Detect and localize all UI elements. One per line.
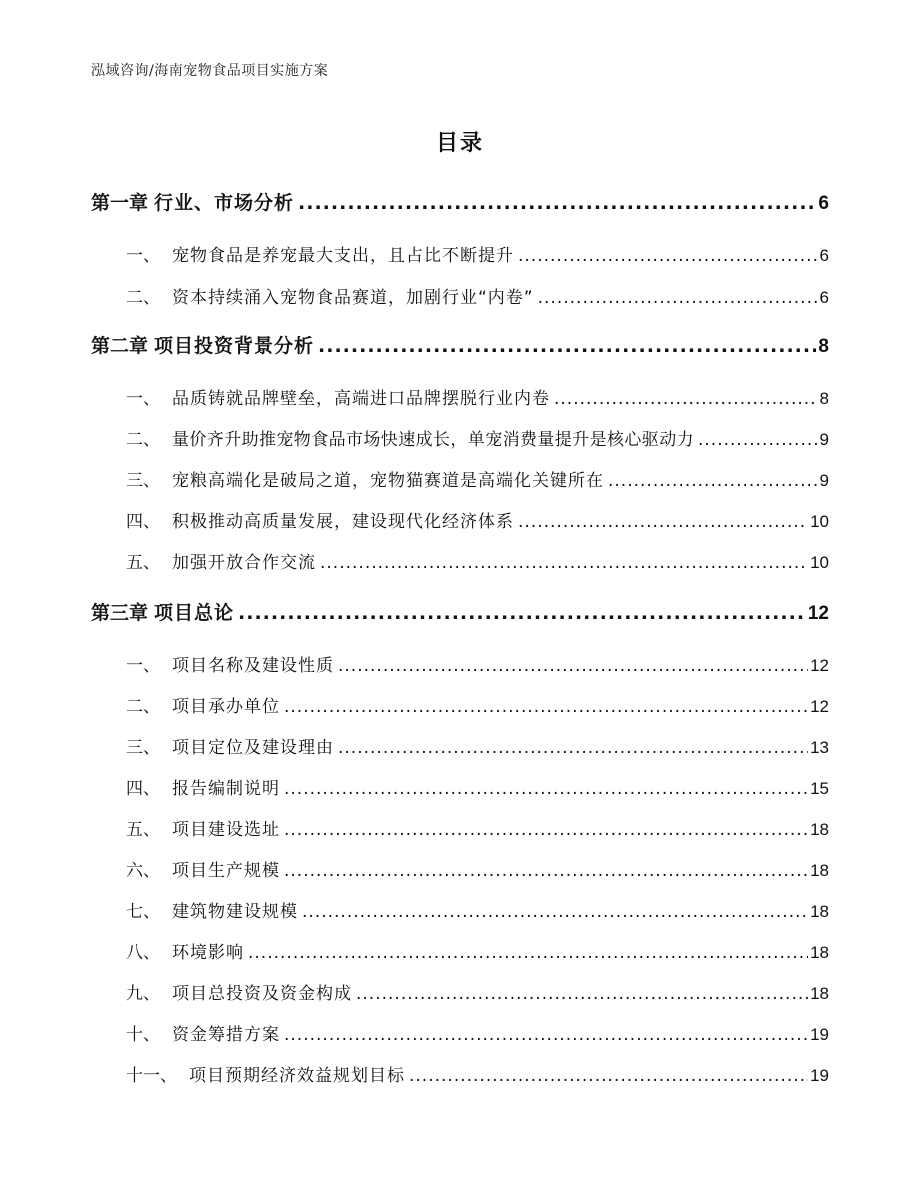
toc-title: 目录 — [435, 131, 484, 156]
toc-section-2-4[interactable] — [126, 507, 829, 532]
dot-leader — [284, 779, 808, 799]
toc-entry-page: 10 — [810, 512, 829, 531]
toc-entry-page: 8 — [818, 336, 829, 357]
toc-entry-title: 加强开放合作交流 — [172, 553, 316, 573]
toc-entry-title: 项目生产规模 — [172, 861, 280, 881]
toc-entry-page: 19 — [810, 1066, 829, 1085]
toc-entry-title: 资金筹措方案 — [172, 1025, 280, 1045]
toc-entry-number: 二、 — [126, 430, 160, 450]
toc-entry-title: 宠物食品是养宠最大支出，且占比不断提升 — [172, 246, 514, 266]
toc-entry-number: 第一章 — [91, 192, 149, 214]
dot-leader — [698, 430, 818, 450]
toc-section-3-2[interactable] — [126, 692, 829, 717]
toc-entry-page: 9 — [819, 471, 829, 490]
dot-leader — [318, 335, 816, 357]
toc-entry-title: 项目名称及建设性质 — [172, 656, 334, 676]
toc-entry-title: 项目预期经济效益规划目标 — [189, 1066, 405, 1086]
toc-entry-title: 环境影响 — [172, 943, 244, 963]
toc-section-3-3[interactable] — [126, 733, 829, 758]
toc-section-3-1[interactable] — [126, 651, 829, 676]
toc-entry-title: 行业、市场分析 — [154, 192, 295, 214]
toc-entry-title: 量价齐升助推宠物食品市场快速成长，单宠消费量提升是核心驱动力 — [172, 430, 694, 450]
toc-entry-title: 品质铸就品牌壁垒，高端进口品牌摆脱行业内卷 — [172, 389, 550, 409]
toc-entry-page: 18 — [810, 943, 829, 962]
toc-entry-number: 七、 — [126, 902, 160, 922]
dot-leader — [554, 389, 818, 409]
toc-entry-page: 13 — [810, 738, 829, 757]
toc-entry-title: 项目承办单位 — [172, 697, 280, 717]
toc-entry-number: 一、 — [126, 246, 160, 266]
toc-entry-page: 8 — [819, 389, 829, 408]
dot-leader — [284, 1025, 808, 1045]
dot-leader — [518, 246, 818, 266]
toc-entry-number: 十、 — [126, 1025, 160, 1045]
dot-leader — [284, 697, 808, 717]
toc-entry-page: 6 — [818, 193, 829, 214]
toc-entry-number: 第三章 — [91, 602, 149, 624]
toc-entry-number: 三、 — [126, 471, 160, 491]
dot-leader — [248, 943, 808, 963]
toc-section-2-3[interactable] — [126, 466, 829, 491]
dot-leader — [298, 192, 816, 214]
dot-leader — [238, 602, 806, 624]
toc-chapter-3[interactable] — [91, 598, 829, 625]
toc-section-3-10[interactable] — [126, 1020, 829, 1045]
toc-entry-number: 五、 — [126, 820, 160, 840]
dot-leader — [338, 656, 808, 676]
toc-entry-page: 19 — [810, 1025, 829, 1044]
toc-entry-title: 项目定位及建设理由 — [172, 738, 334, 758]
toc-entry-page: 6 — [819, 288, 829, 307]
toc-chapter-1[interactable] — [91, 188, 829, 215]
dot-leader — [320, 553, 808, 573]
toc-entry-title: 项目建设选址 — [172, 820, 280, 840]
dot-leader — [338, 738, 808, 758]
dot-leader — [518, 512, 808, 532]
toc-entry-page: 18 — [810, 861, 829, 880]
toc-entry-page: 12 — [807, 603, 829, 624]
toc-section-2-1[interactable] — [126, 384, 829, 409]
toc-entry-title: 报告编制说明 — [172, 779, 280, 799]
dot-leader — [302, 902, 808, 922]
toc-entry-title: 积极推动高质量发展，建设现代化经济体系 — [172, 512, 514, 532]
toc-entry-number: 二、 — [126, 288, 160, 308]
toc-entry-title: 项目总投资及资金构成 — [172, 984, 352, 1004]
toc-entry-page: 18 — [810, 984, 829, 1003]
toc-entry-page: 9 — [819, 430, 829, 449]
toc-entry-title: 项目投资背景分析 — [154, 335, 315, 357]
toc-section-3-9[interactable] — [126, 979, 829, 1004]
toc-entry-number: 一、 — [126, 656, 160, 676]
toc-section-3-11[interactable] — [126, 1061, 829, 1086]
toc-entry-title: 宠粮高端化是破局之道，宠物猫赛道是高端化关键所在 — [172, 471, 604, 491]
toc-section-3-8[interactable] — [126, 938, 829, 963]
toc-section-3-5[interactable] — [126, 815, 829, 840]
toc-section-3-6[interactable] — [126, 856, 829, 881]
toc-entry-number: 三、 — [126, 738, 160, 758]
toc-entry-page: 10 — [810, 553, 829, 572]
toc-entry-page: 12 — [810, 656, 829, 675]
toc-section-2-5[interactable] — [126, 548, 829, 573]
toc-entry-number: 第二章 — [91, 335, 149, 357]
toc-section-1-2[interactable] — [126, 283, 829, 308]
toc-entry-number: 一、 — [126, 389, 160, 409]
dot-leader — [284, 861, 808, 881]
toc-section-1-1[interactable] — [126, 241, 829, 266]
toc-entry-number: 八、 — [126, 943, 160, 963]
toc-entry-page: 6 — [819, 246, 829, 265]
dot-leader — [356, 984, 808, 1004]
toc-entry-title: 建筑物建设规模 — [172, 902, 298, 922]
toc-entry-page: 18 — [810, 820, 829, 839]
dot-leader — [538, 288, 818, 308]
toc-entry-page: 12 — [810, 697, 829, 716]
toc-entry-title: 项目总论 — [154, 602, 235, 624]
toc-entry-number: 四、 — [126, 512, 160, 532]
running-header: 泓域咨询/海南宠物食品项目实施方案 — [91, 63, 329, 79]
toc-entry-number: 二、 — [126, 697, 160, 717]
dot-leader — [608, 471, 818, 491]
toc-entry-page: 15 — [810, 779, 829, 798]
toc-entry-number: 十一、 — [126, 1066, 177, 1086]
toc-entry-title: 资本持续涌入宠物食品赛道，加剧行业“内卷” — [172, 288, 534, 308]
dot-leader — [409, 1066, 808, 1086]
toc-section-3-7[interactable] — [126, 897, 829, 922]
toc-section-3-4[interactable] — [126, 774, 829, 799]
toc-entry-number: 四、 — [126, 779, 160, 799]
dot-leader — [284, 820, 808, 840]
toc-entry-number: 九、 — [126, 984, 160, 1004]
toc-entry-page: 18 — [810, 902, 829, 921]
toc-entry-number: 五、 — [126, 553, 160, 573]
toc-section-2-2[interactable] — [126, 425, 829, 450]
toc-chapter-2[interactable] — [91, 331, 829, 358]
toc-entry-number: 六、 — [126, 861, 160, 881]
